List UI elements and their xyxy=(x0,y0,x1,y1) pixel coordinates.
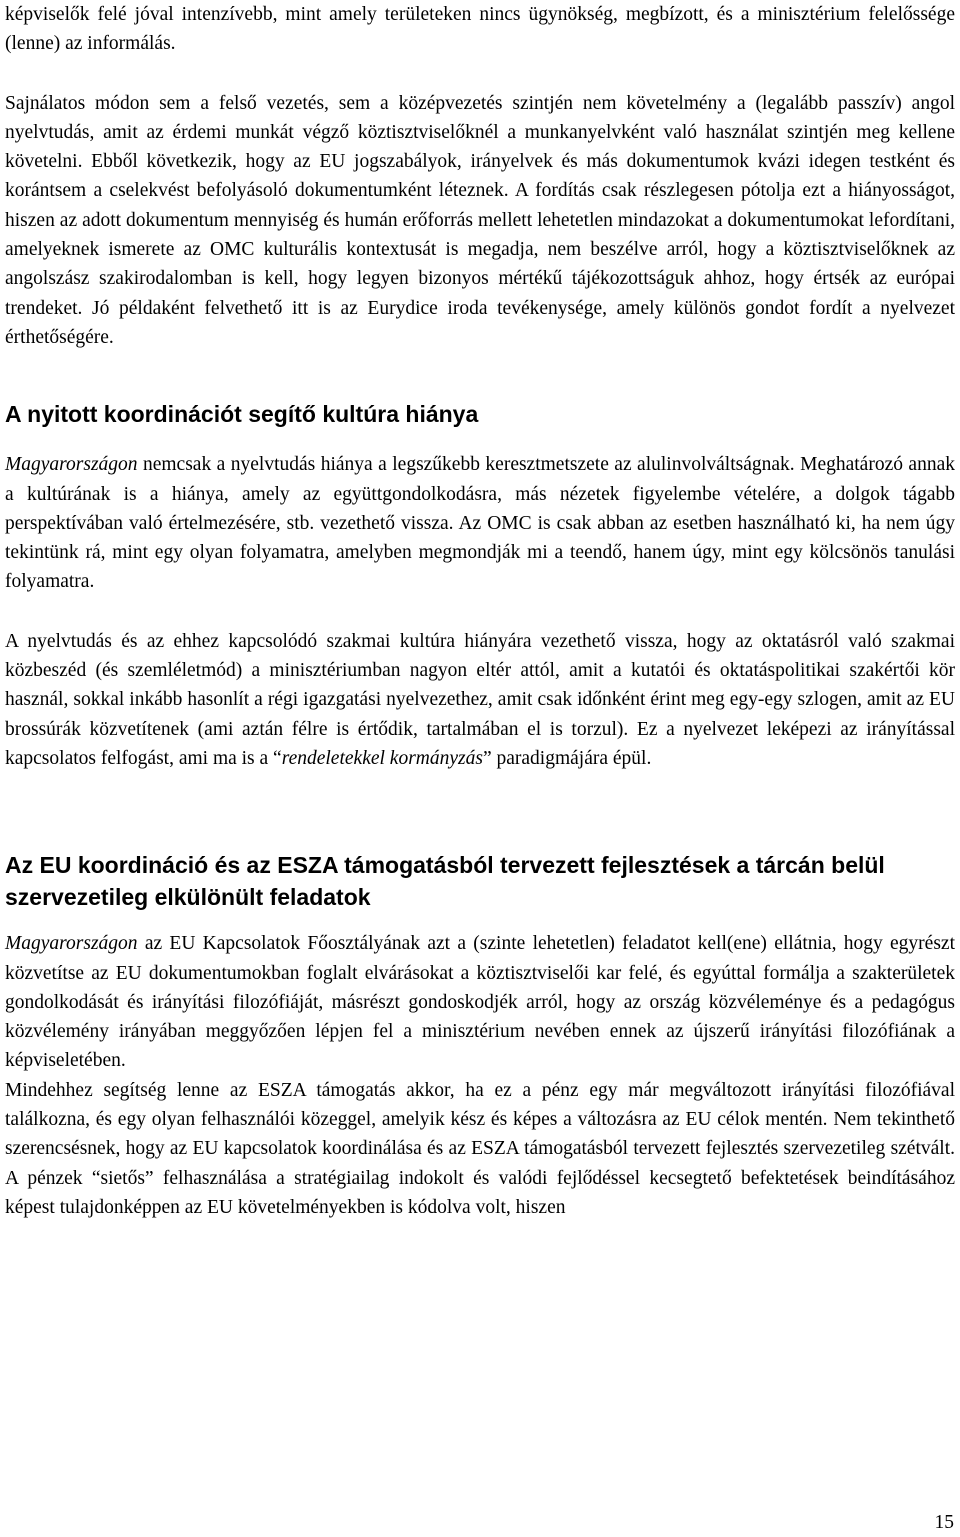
section-heading-open-coordination: A nyitott koordinációt segítő kultúra hiánya xyxy=(5,401,479,428)
italic-term: Magyarországon xyxy=(5,933,138,955)
paragraph-language-skills: Sajnálatos módon sem a felső vezetés, sem a középvezetés szintjén nem követelmény a (legalább passzív) angol nyelvtudás, amit az érdemi munkát végző köztisztviselőknél a munkanyelvként való használat szintjén meg kellene követelni. Ebből következik, hogy az EU jogszabályok, irányelvek és más dokumentumok kvázi idegen testként és korántsem a cselekvést befolyásoló dokumentumként léteznek. A fordítás csak részlegesen pótolja ezt a hiányosságot, hiszen az adott dokumentum mennyiség és humán erőforrás mellett lehetetlen mindazokat a dokumentumokat lefordítani, amelyeknek ismerete az OMC kulturális kontextusát is megadja, nem beszélve arról, hogy a köztisztviselőknek az angolszász szakirodalomban is kell, hogy legyen bizonyos mértékű tájékozottságuk ahhoz, hogy értsék az európai trendeket. Jó példaként felvethető itt is az Eurydice iroda tevékenysége, amely különös gondot fordít a nyelvezet érthetőségére. xyxy=(5,92,955,348)
paragraph-discourse xyxy=(5,627,955,773)
paragraph-text: az EU Kapcsolatok Főosztályának azt a (szinte lehetetlen) feladatot kell(ene) ellátnia, hogy egyrészt közvetítse az EU dokumentumokban foglalt elvárásokat a köztisztviselői kar felé, és egyúttal formálja a szakterületek gondolkodását és irányítási filozófiáját, másrészt gondoskodjék arról, hogy az ország közvéleménye és a pedagógus közvélemény irányában meggyőzően lépjen fel a minisztérium nevében ennek az újszerű irányítási filozófiának a képviseletében. xyxy=(5,933,955,1072)
paragraph-esza-support: Mindehhez segítség lenne az ESZA támogatás akkor, ha ez a pénz egy már megváltozott irányítási filozófiával találkozna, és egy olyan felhasználói közeggel, amelyik kész és képes a változásra az EU célok mentén. Nem tekinthető szerencsésnek, hogy az EU kapcsolatok koordinálása és az ESZA támogatásból tervezett fejlesztés szervezetileg szétvált. A pénzek “sietős” felhasználása a stratégiailag indokolt és valódi fejlődéssel kecsegtető befektetések beindításához képest tulajdonképpen az EU követelményekben is kódolva volt, hiszen xyxy=(5,1079,955,1218)
italic-term: Magyarországon xyxy=(5,454,138,476)
document-page xyxy=(5,0,955,1222)
section-heading-eu-coordination: Az EU koordináció és az ESZA támogatásból tervezett fejlesztések a tárcán belül szervezetileg elkülönült feladatok xyxy=(5,852,885,911)
paragraph-text: nemcsak a nyelvtudás hiánya a legszűkebb keresztmetszete az alulinvolváltságnak. Meghatározó annak a kultúrának is a hiánya, amely az együttgondolkodásra, más nézetek figyelembe vételére, a dolgok tágabb perspektívában való értelmezésére, stb. vezethető vissza. Az OMC is csak abban az esetben használható ki, ha nem úgy tekintünk rá, mint egy olyan folyamatra, amelyben megmondják mi a teendő, hanem úgy, mint egy kölcsönös tanulási folyamatra. xyxy=(5,454,955,593)
page-number: 15 xyxy=(934,1512,954,1533)
italic-term: rendeletekkel kormányzás xyxy=(281,747,483,769)
paragraph-continued: képviselők felé jóval intenzívebb, mint amely területeken nincs ügynökség, megbízott, és a minisztérium felelőssége (lenne) az informálás. xyxy=(5,4,955,55)
paragraph-text: A nyelvtudás és az ehhez kapcsolódó szakmai kultúra hiányára vezethető vissza, hogy az oktatásról való szakmai közbeszéd (és szemléletmód) a minisztériumban nagyon eltér attól, amit a kutatói és oktatáspolitikai szakértői kör használ, sokkal inkább hasonlít a régi igazgatási nyelvezethez, amit csak időnként érint meg egy-egy szlogen, amit az EU brossúrák közvetítenek (ami aztán félre is értődik, tartalmában el is torzul). Ez a nyelvezet leképezi az irányítással kapcsolatos felfogást, ami ma is a “ xyxy=(5,630,955,769)
paragraph-eu-relations xyxy=(5,929,955,1075)
paragraph-culture xyxy=(5,450,955,596)
paragraph-text: ” paradigmájára épül. xyxy=(482,747,652,769)
